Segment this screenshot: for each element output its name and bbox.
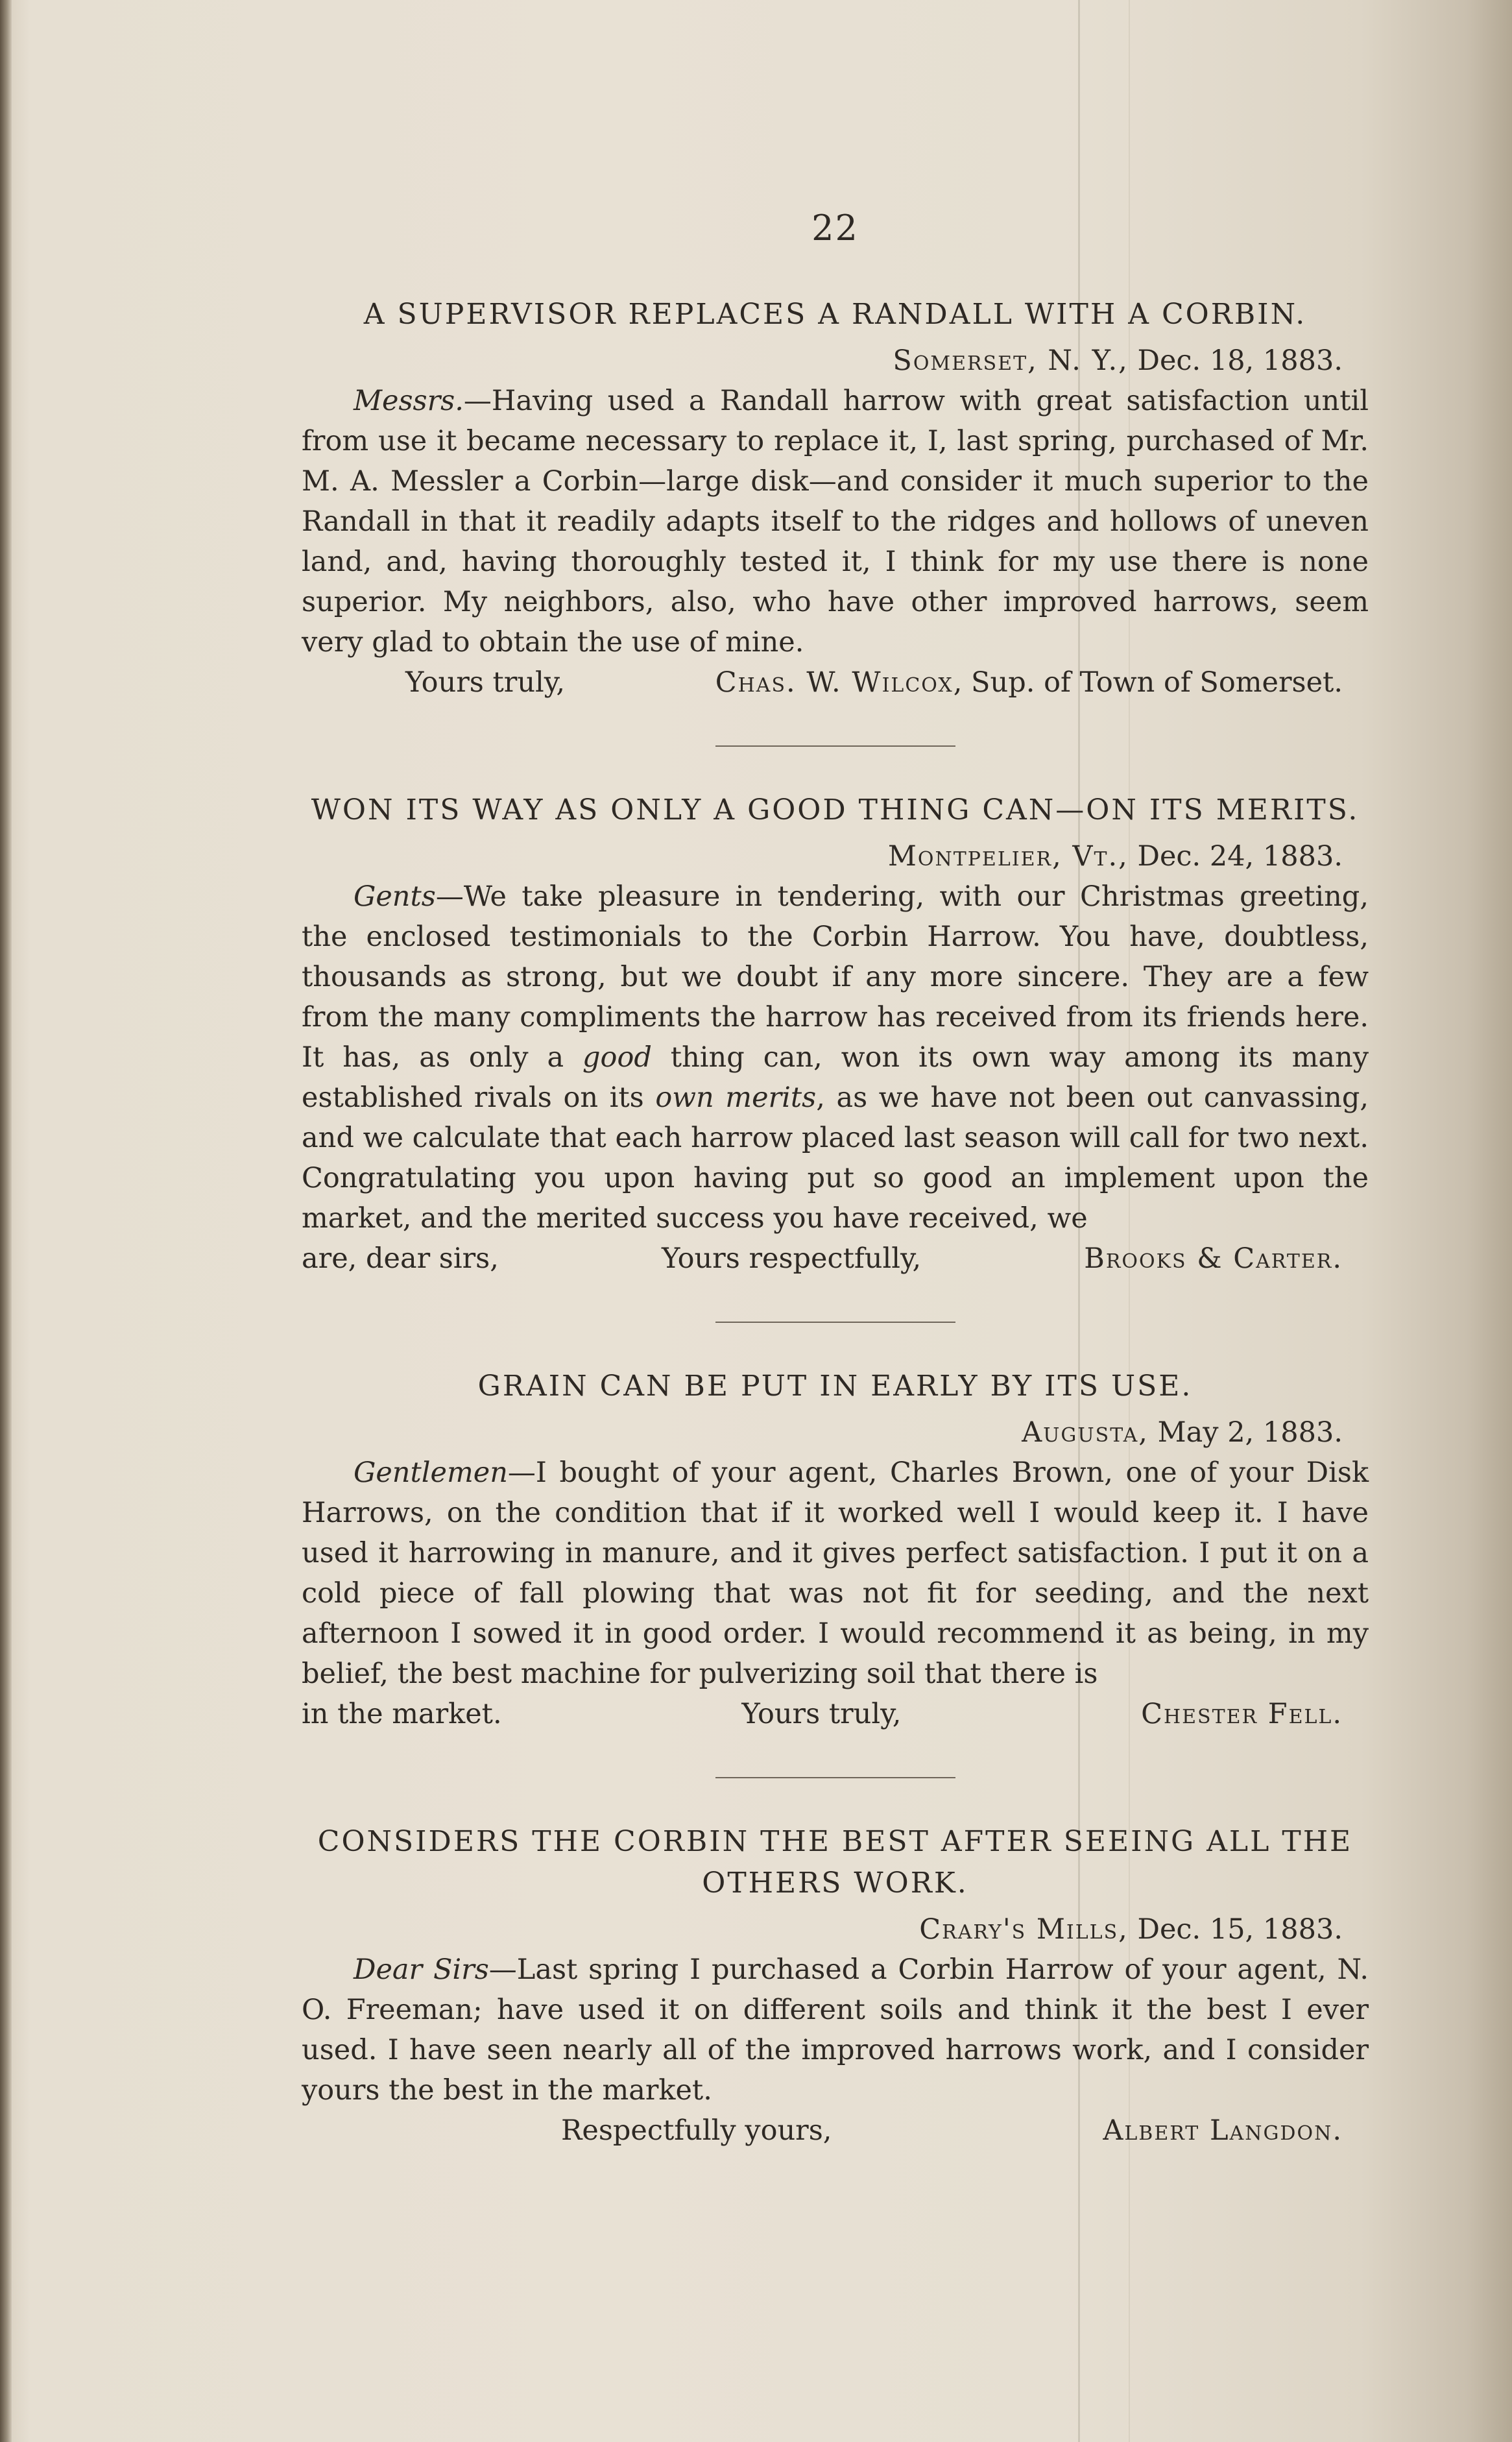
place: Montpelier, Vt., xyxy=(887,840,1129,873)
place-date xyxy=(302,836,1369,876)
section-heading-line-2: OTHERS WORK. xyxy=(702,1867,968,1900)
letter-closing xyxy=(302,1239,1369,1279)
salutation: Dear Sirs xyxy=(354,1953,489,1986)
place-date xyxy=(302,1909,1369,1950)
letter-closing xyxy=(302,1694,1369,1734)
binding-edge xyxy=(0,0,12,2442)
closing-phrase: Respectfully yours, xyxy=(561,2114,832,2147)
letter-body xyxy=(302,876,1369,1239)
testimonial-langdon xyxy=(302,1821,1369,2151)
closing-phrase: Yours respectfully, xyxy=(661,1242,922,1275)
signature-name: Chas. W. Wilcox xyxy=(715,666,954,699)
letter-body xyxy=(302,1453,1369,1694)
body-text-part-1: —We take pleasure in tendering, with our Christmas greeting, the enclosed testimonials to the Corbin Harrow. You have, doubtless, thousands as strong, but we doubt if any more sincere. They are a few from the many compliments the harrow has received from its friends here. It has, as only a xyxy=(302,880,1369,1074)
section-heading: WON ITS WAY AS ONLY A GOOD THING CAN—ON ITS MERITS. xyxy=(311,793,1360,827)
section-divider xyxy=(715,1777,955,1778)
testimonial-wilcox xyxy=(302,294,1369,703)
closing-prefix: in the market. xyxy=(302,1698,502,1730)
date: Dec. 15, 1883. xyxy=(1137,1913,1343,1946)
section-heading: A SUPERVISOR REPLACES A RANDALL WITH A CORBIN. xyxy=(363,298,1307,331)
page-number: 22 xyxy=(811,208,859,248)
emphasis-own-merits: own merits xyxy=(655,1082,817,1114)
closing-phrase: Yours truly, xyxy=(741,1698,902,1730)
place-date xyxy=(302,1412,1369,1453)
place: Crary's Mills, xyxy=(919,1913,1129,1946)
letter-closing xyxy=(302,662,1369,703)
section-heading xyxy=(302,1821,1369,1904)
body-text: —I bought of your agent, Charles Brown, one of your Disk Harrows, on the condition that if it worked well I would keep it. I have used it harrowing in manure, and it gives perfect satisfaction. I put it on a cold piece of fall plowing that was not fit for seeding, and the next afternoon I sowed it in good order. I would recommend it as being, in my belief, the best machine for pulverizing soil that there is xyxy=(302,1457,1369,1690)
date: Dec. 24, 1883. xyxy=(1137,840,1343,873)
body-text-part-3: , as we have not been out canvassing, and we calculate that each harrow placed last season will call for two next. Congratulating you upon having put so good an implement upon the market, and the merited success you have received, we xyxy=(302,1082,1369,1235)
date: May 2, 1883. xyxy=(1157,1416,1343,1449)
body-text-part-2: thing can, won its own way among its many established rivals on its xyxy=(302,1041,1369,1114)
section-heading: GRAIN CAN BE PUT IN EARLY BY ITS USE. xyxy=(477,1370,1193,1403)
signature xyxy=(565,662,1369,703)
body-text: —Last spring I purchased a Corbin Harrow of your agent, N. O. Freeman; have used it on different soils and think it the best I ever used. I have seen nearly all of the improved harrows work, and I consider yours the best in the market. xyxy=(302,1953,1369,2107)
emphasis-good: good xyxy=(582,1041,652,1074)
salutation: Messrs. xyxy=(354,385,464,417)
signature: Albert Langdon. xyxy=(1103,2114,1343,2147)
letter-body xyxy=(302,381,1369,662)
page-content xyxy=(302,208,1369,2151)
closing-phrase: Yours truly, xyxy=(405,666,566,699)
signature: Brooks & Carter. xyxy=(1084,1242,1343,1275)
signature-title: , Sup. of Town of Somerset. xyxy=(953,666,1343,699)
letter-closing xyxy=(302,2110,1369,2151)
salutation: Gents xyxy=(354,880,436,913)
place: Augusta, xyxy=(1022,1416,1149,1449)
closing-prefix: are, dear sirs, xyxy=(302,1242,499,1275)
place-date xyxy=(302,341,1369,381)
body-text: —Having used a Randall harrow with great satisfaction until from use it became necessary to replace it, I, last spring, purchased of Mr. M. A. Messler a Corbin—large disk—and consider it much superior to the Randall in that it readily adapts itself to the ridges and hollows of uneven land, and, having thoroughly tested it, I think for my use there is none superior. My neighbors, also, who have other improved harrows, seem very glad to obtain the use of mine. xyxy=(302,385,1369,659)
section-divider xyxy=(715,1322,955,1323)
date: Dec. 18, 1883. xyxy=(1137,345,1343,377)
salutation: Gentlemen xyxy=(354,1457,508,1489)
section-divider xyxy=(715,745,955,747)
testimonial-brooks-carter xyxy=(302,790,1369,1279)
testimonial-fell xyxy=(302,1366,1369,1734)
place: Somerset, N. Y., xyxy=(893,345,1129,377)
letter-body xyxy=(302,1950,1369,2110)
signature: Chester Fell. xyxy=(1141,1698,1343,1730)
section-heading-line-1: CONSIDERS THE CORBIN THE BEST AFTER SEEING ALL THE xyxy=(317,1825,1353,1858)
